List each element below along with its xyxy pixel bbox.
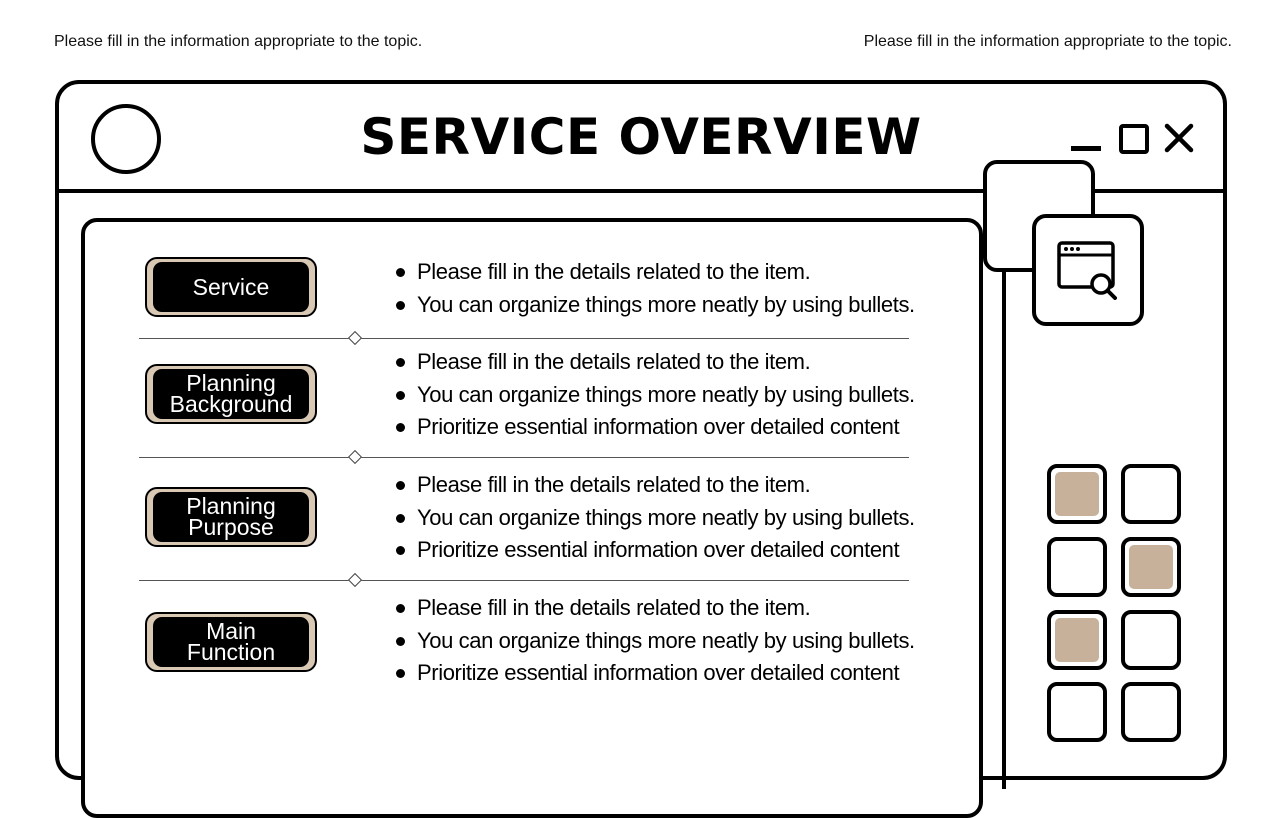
bullet-list-main-function (395, 592, 915, 690)
label-planning-purpose (145, 487, 317, 547)
tile-empty (1121, 682, 1181, 742)
bullet-item: Please fill in the details related to the item. (395, 592, 915, 625)
bullet-list-service (395, 256, 915, 321)
caption-left: Please fill in the information appropriate to the topic. (54, 33, 423, 50)
diamond-icon (348, 450, 362, 464)
tile-filled (1047, 464, 1107, 524)
tile-empty (1121, 464, 1181, 524)
content-card (81, 218, 983, 818)
label-text: Planning (186, 493, 276, 519)
bullet-list-planning-purpose (395, 469, 915, 567)
label-text: Background (169, 391, 293, 417)
label-main-function (145, 612, 317, 672)
label-text: Purpose (188, 514, 274, 540)
bullet-item: Please fill in the details related to the item. (395, 469, 915, 502)
tile-empty (1047, 537, 1107, 597)
browser-search-icon (1056, 240, 1120, 300)
bullet-item: You can organize things more neatly by using bullets. (395, 625, 915, 658)
diamond-icon (348, 331, 362, 345)
minimize-icon[interactable] (1071, 146, 1101, 151)
label-planning-background (145, 364, 317, 424)
browser-search-card (1032, 214, 1144, 326)
label-text: Planning (186, 370, 276, 396)
label-text: Function (186, 639, 276, 665)
label-text: Main (206, 618, 256, 644)
bullet-item: Prioritize essential information over detailed content (395, 657, 915, 690)
bullet-item: You can organize things more neatly by using bullets. (395, 289, 915, 322)
panel-divider (1002, 189, 1006, 789)
diamond-icon (348, 573, 362, 587)
tile-filled (1121, 537, 1181, 597)
bullet-item: Prioritize essential information over detailed content (395, 411, 915, 444)
bullet-item: You can organize things more neatly by using bullets. (395, 379, 915, 412)
label-service (145, 257, 317, 317)
page-title: SERVICE OVERVIEW (360, 108, 922, 166)
bullet-item: You can organize things more neatly by using bullets. (395, 502, 915, 535)
bullet-item: Prioritize essential information over detailed content (395, 534, 915, 567)
bullet-item: Please fill in the details related to the item. (395, 346, 915, 379)
section-separator (139, 338, 909, 339)
maximize-icon[interactable] (1119, 124, 1149, 154)
label-text: Service (192, 273, 270, 300)
bullet-item: Please fill in the details related to the item. (395, 256, 915, 289)
bullet-list-planning-background (395, 346, 915, 444)
tile-empty (1121, 610, 1181, 670)
close-icon[interactable] (1163, 122, 1195, 154)
tile-filled (1047, 610, 1107, 670)
tile-empty (1047, 682, 1107, 742)
caption-right: Please fill in the information appropriate to the topic. (863, 33, 1232, 50)
section-separator (139, 580, 909, 581)
section-separator (139, 457, 909, 458)
